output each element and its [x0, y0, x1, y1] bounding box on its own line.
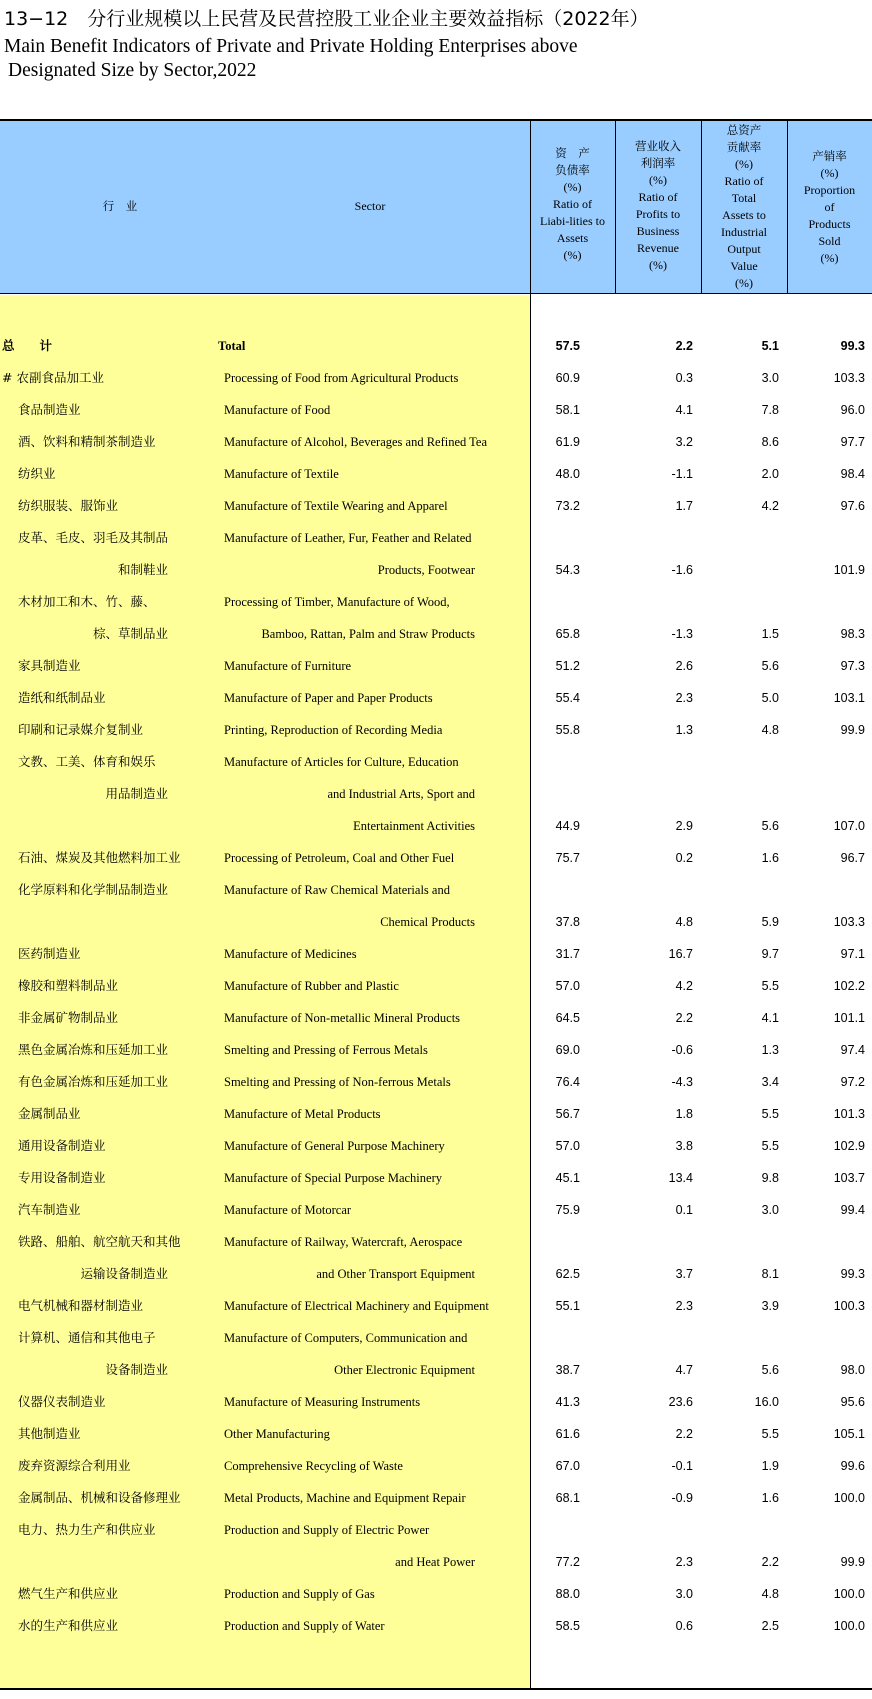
header-line: Assets — [556, 231, 589, 245]
industry-cn: 用品制造业 — [105, 786, 168, 801]
value-liabilities-ratio: 57.0 — [555, 979, 580, 993]
value-liabilities-ratio: 61.9 — [555, 435, 580, 449]
sector-en: Smelting and Pressing of Ferrous Metals — [224, 1043, 428, 1057]
value-assets-contribution: 1.5 — [761, 627, 779, 641]
value-assets-contribution: 5.1 — [761, 339, 779, 353]
header-line: Ratio of — [724, 174, 764, 188]
value-assets-contribution: 4.8 — [761, 1587, 779, 1601]
value-profit-ratio: 4.2 — [675, 979, 693, 993]
table-row — [0, 586, 872, 618]
value-profit-ratio: 4.1 — [675, 403, 693, 417]
value-liabilities-ratio: 67.0 — [555, 1459, 580, 1473]
sector-en: and Heat Power — [395, 1555, 475, 1569]
value-sales-ratio: 107.0 — [833, 819, 865, 833]
value-assets-contribution: 1.6 — [761, 1491, 779, 1505]
header-line: (%) — [735, 276, 753, 290]
table-row — [0, 714, 872, 746]
value-sales-ratio: 96.0 — [840, 403, 865, 417]
table-row — [0, 1098, 872, 1130]
value-sales-ratio: 97.6 — [840, 499, 865, 513]
header-industry-cn: 行 业 — [102, 199, 138, 213]
sector-en: Bamboo, Rattan, Palm and Straw Products — [261, 627, 475, 641]
value-sales-ratio: 99.4 — [840, 1203, 865, 1217]
sector-en: Manufacture of Alcohol, Beverages and Refined Tea — [224, 435, 488, 449]
sector-en: Comprehensive Recycling of Waste — [224, 1459, 403, 1473]
value-liabilities-ratio: 62.5 — [555, 1267, 580, 1281]
header-ratio-profits-revenue — [615, 138, 701, 274]
industry-cn: 燃气生产和供应业 — [18, 1586, 119, 1601]
value-profit-ratio: 4.8 — [675, 915, 693, 929]
value-assets-contribution: 4.1 — [761, 1011, 779, 1025]
value-assets-contribution: 5.6 — [761, 819, 779, 833]
industry-cn: 有色金属冶炼和压延加工业 — [18, 1074, 169, 1089]
value-profit-ratio: 2.2 — [675, 339, 693, 353]
value-sales-ratio: 103.3 — [833, 371, 865, 385]
value-sales-ratio: 97.1 — [840, 947, 865, 961]
header-line: Assets to — [722, 208, 766, 222]
industry-cn: 酒、饮料和精制茶制造业 — [18, 434, 156, 449]
table-title-cn: 13−12 分行业规模以上民营及民营控股工业企业主要效益指标（2022年） — [4, 8, 649, 30]
sector-en: Manufacture of Furniture — [224, 659, 352, 673]
value-assets-contribution: 5.6 — [761, 659, 779, 673]
value-sales-ratio: 102.9 — [833, 1139, 865, 1153]
value-profit-ratio: -0.1 — [671, 1459, 693, 1473]
industry-cn: # 农副食品加工业 — [2, 370, 104, 385]
sector-en: Manufacture of Measuring Instruments — [224, 1395, 421, 1409]
table-row — [0, 778, 872, 810]
table-row — [0, 522, 872, 554]
industry-cn: 石油、煤炭及其他燃料加工业 — [18, 850, 181, 865]
table-row — [0, 842, 872, 874]
header-line: of — [824, 200, 835, 214]
header-line: (%) — [563, 248, 582, 262]
value-profit-ratio: 0.1 — [675, 1203, 693, 1217]
sector-en: Metal Products, Machine and Equipment Repair — [224, 1491, 466, 1505]
sector-en: Products, Footwear — [377, 563, 475, 577]
value-assets-contribution: 3.0 — [761, 1203, 779, 1217]
value-sales-ratio: 99.3 — [840, 1267, 865, 1281]
value-profit-ratio: 23.6 — [668, 1395, 693, 1409]
value-sales-ratio: 101.1 — [833, 1011, 865, 1025]
table-row — [0, 1034, 872, 1066]
header-line: 贡献率 — [726, 140, 762, 154]
value-assets-contribution: 8.1 — [761, 1267, 779, 1281]
value-profit-ratio: 1.8 — [675, 1107, 693, 1121]
industry-cn: 文教、工美、体育和娱乐 — [18, 754, 156, 769]
value-profit-ratio: 1.7 — [675, 499, 693, 513]
value-liabilities-ratio: 54.3 — [555, 563, 580, 577]
industry-cn: 金属制品业 — [18, 1106, 81, 1121]
value-sales-ratio: 99.6 — [840, 1459, 865, 1473]
header-line: Proportion — [803, 183, 856, 197]
value-assets-contribution: 5.5 — [761, 1427, 779, 1441]
value-sales-ratio: 100.0 — [833, 1587, 865, 1601]
value-sales-ratio: 101.3 — [833, 1107, 865, 1121]
value-sales-ratio: 100.0 — [833, 1491, 865, 1505]
value-liabilities-ratio: 41.3 — [555, 1395, 580, 1409]
sector-en: Manufacture of Textile Wearing and Apparel — [224, 499, 448, 513]
sector-en: Manufacture of Computers, Communication and — [224, 1331, 468, 1345]
table-row — [0, 970, 872, 1002]
value-sales-ratio: 98.4 — [840, 467, 865, 481]
sector-en: Printing, Reproduction of Recording Media — [224, 723, 443, 737]
industry-cn: 设备制造业 — [105, 1362, 168, 1377]
table-row — [0, 1578, 872, 1610]
header-line: 总资产 — [726, 123, 762, 137]
industry-cn: 棕、草制品业 — [92, 626, 168, 641]
industry-cn: 专用设备制造业 — [18, 1170, 106, 1185]
value-profit-ratio: -1.1 — [671, 467, 693, 481]
value-liabilities-ratio: 61.6 — [555, 1427, 580, 1441]
industry-cn: 印刷和记录媒介复制业 — [18, 722, 144, 737]
header-line: 利润率 — [640, 156, 676, 170]
value-profit-ratio: 0.2 — [675, 851, 693, 865]
industry-cn: 非金属矿物制品业 — [18, 1010, 119, 1025]
table-row — [0, 1130, 872, 1162]
value-liabilities-ratio: 57.0 — [555, 1139, 580, 1153]
sector-en: Processing of Food from Agricultural Products — [224, 371, 459, 385]
sector-en: Processing of Petroleum, Coal and Other Fuel — [224, 851, 455, 865]
sector-en: Manufacture of Articles for Culture, Education — [224, 755, 459, 769]
value-sales-ratio: 97.7 — [840, 435, 865, 449]
value-liabilities-ratio: 77.2 — [555, 1555, 580, 1569]
value-sales-ratio: 96.7 — [840, 851, 865, 865]
value-liabilities-ratio: 75.9 — [555, 1203, 580, 1217]
sector-en: Other Manufacturing — [224, 1427, 330, 1441]
table-row — [0, 554, 872, 586]
value-liabilities-ratio: 69.0 — [555, 1043, 580, 1057]
sector-en: Manufacture of Raw Chemical Materials and — [224, 883, 450, 897]
header-line: Total — [731, 191, 757, 205]
value-profit-ratio: 13.4 — [668, 1171, 693, 1185]
value-assets-contribution: 1.9 — [761, 1459, 779, 1473]
table-row — [0, 1450, 872, 1482]
industry-cn: 食品制造业 — [18, 402, 81, 417]
header-line: Sold — [818, 234, 841, 248]
header-line: Ratio of — [553, 197, 592, 211]
industry-cn: 纺织业 — [18, 466, 56, 481]
value-liabilities-ratio: 56.7 — [555, 1107, 580, 1121]
sector-en: Manufacture of Metal Products — [224, 1107, 381, 1121]
industry-cn: 废弃资源综合利用业 — [18, 1458, 131, 1473]
value-profit-ratio: 2.2 — [675, 1011, 693, 1025]
value-sales-ratio: 99.9 — [840, 723, 865, 737]
value-sales-ratio: 103.7 — [833, 1171, 865, 1185]
value-profit-ratio: 2.9 — [675, 819, 693, 833]
value-assets-contribution: 1.3 — [761, 1043, 779, 1057]
value-profit-ratio: 3.0 — [675, 1587, 693, 1601]
industry-cn: 木材加工和木、竹、藤、 — [18, 594, 156, 609]
sector-en: Manufacture of Textile — [224, 467, 339, 481]
value-profit-ratio: 2.3 — [675, 1555, 693, 1569]
value-liabilities-ratio: 68.1 — [555, 1491, 580, 1505]
value-sales-ratio: 100.3 — [833, 1299, 865, 1313]
industry-cn: 家具制造业 — [18, 658, 81, 673]
value-profit-ratio: 2.3 — [675, 1299, 693, 1313]
value-sales-ratio: 97.3 — [840, 659, 865, 673]
value-sales-ratio: 100.0 — [833, 1619, 865, 1633]
value-profit-ratio: 3.8 — [675, 1139, 693, 1153]
table-row — [0, 426, 872, 458]
industry-cn: 水的生产和供应业 — [18, 1618, 119, 1633]
value-profit-ratio: 1.3 — [675, 723, 693, 737]
header-line: Value — [730, 259, 758, 273]
value-assets-contribution: 2.0 — [761, 467, 779, 481]
value-liabilities-ratio: 44.9 — [555, 819, 580, 833]
industry-cn: 通用设备制造业 — [18, 1138, 106, 1153]
value-liabilities-ratio: 58.1 — [555, 403, 580, 417]
table-title-en-line2: Designated Size by Sector,2022 — [8, 60, 257, 81]
industry-cn: 铁路、船舶、航空航天和其他 — [18, 1234, 181, 1249]
value-sales-ratio: 99.9 — [840, 1555, 865, 1569]
value-liabilities-ratio: 55.8 — [555, 723, 580, 737]
header-line: Industrial — [721, 225, 767, 239]
industry-cn: 黑色金属冶炼和压延加工业 — [18, 1042, 169, 1057]
value-assets-contribution: 3.9 — [761, 1299, 779, 1313]
table-row — [0, 1258, 872, 1290]
value-sales-ratio: 105.1 — [833, 1427, 865, 1441]
value-profit-ratio: -0.9 — [671, 1491, 693, 1505]
value-profit-ratio: 16.7 — [668, 947, 693, 961]
table-row — [0, 458, 872, 490]
header-line: (%) — [649, 258, 667, 272]
sector-en: Production and Supply of Water — [224, 1619, 385, 1633]
value-assets-contribution: 3.0 — [761, 371, 779, 385]
value-profit-ratio: 3.7 — [675, 1267, 693, 1281]
value-liabilities-ratio: 55.4 — [555, 691, 580, 705]
industry-cn: 计算机、通信和其他电子 — [18, 1330, 156, 1345]
industry-cn: 和制鞋业 — [117, 562, 168, 577]
value-sales-ratio: 98.3 — [840, 627, 865, 641]
value-sales-ratio: 101.9 — [833, 563, 865, 577]
table-row — [0, 394, 872, 426]
table-row — [0, 810, 872, 842]
value-liabilities-ratio: 51.2 — [555, 659, 580, 673]
value-sales-ratio: 97.2 — [840, 1075, 865, 1089]
header-line: (%) — [649, 173, 667, 187]
header-sector-en: Sector — [354, 199, 386, 213]
value-assets-contribution: 5.5 — [761, 979, 779, 993]
header-line: Products — [808, 217, 851, 231]
value-assets-contribution: 1.6 — [761, 851, 779, 865]
header-line: (%) — [735, 157, 753, 171]
table-row — [0, 874, 872, 906]
table-row — [0, 1322, 872, 1354]
industry-cn: 汽车制造业 — [18, 1202, 81, 1217]
value-assets-contribution: 5.5 — [761, 1107, 779, 1121]
header-line: 负债率 — [555, 163, 590, 177]
value-sales-ratio: 102.2 — [833, 979, 865, 993]
value-liabilities-ratio: 57.5 — [555, 339, 580, 353]
value-assets-contribution: 5.0 — [761, 691, 779, 705]
value-assets-contribution: 2.2 — [761, 1555, 779, 1569]
table-row — [0, 1418, 872, 1450]
table-row — [0, 1610, 872, 1642]
industry-cn: 化学原料和化学制品制造业 — [18, 882, 169, 897]
value-sales-ratio: 103.1 — [833, 691, 865, 705]
sector-en: Production and Supply of Gas — [224, 1587, 375, 1601]
industry-cn: 电气机械和器材制造业 — [18, 1298, 144, 1313]
table-row — [0, 1386, 872, 1418]
header-proportion-products-sold — [787, 148, 872, 267]
header-line: (%) — [820, 251, 839, 265]
value-profit-ratio: 3.2 — [675, 435, 693, 449]
header-line: 资 产 — [555, 146, 590, 160]
value-assets-contribution: 2.5 — [761, 1619, 779, 1633]
table-row — [0, 938, 872, 970]
sector-en: and Other Transport Equipment — [316, 1267, 475, 1281]
industry-cn: 橡胶和塑料制品业 — [18, 978, 119, 993]
bottom-rule — [0, 1688, 872, 1690]
sector-en: Manufacture of Rubber and Plastic — [224, 979, 399, 993]
value-liabilities-ratio: 31.7 — [555, 947, 580, 961]
industry-cn: 运输设备制造业 — [80, 1266, 168, 1281]
header-rule — [0, 293, 872, 294]
table-row — [0, 362, 872, 394]
header-ratio-liabilities-assets — [530, 145, 615, 264]
top-rule — [0, 119, 872, 121]
industry-cn: 医药制造业 — [18, 946, 81, 961]
value-profit-ratio: -1.6 — [671, 563, 693, 577]
value-liabilities-ratio: 58.5 — [555, 1619, 580, 1633]
table-row — [0, 650, 872, 682]
value-liabilities-ratio: 45.1 — [555, 1171, 580, 1185]
industry-cn: 纺织服装、服饰业 — [18, 498, 119, 513]
value-liabilities-ratio: 75.7 — [555, 851, 580, 865]
value-liabilities-ratio: 37.8 — [555, 915, 580, 929]
header-line: Revenue — [637, 241, 679, 255]
table-row — [0, 1514, 872, 1546]
sector-en: Manufacture of Motorcar — [224, 1203, 352, 1217]
table-row — [0, 1066, 872, 1098]
industry-cn: 电力、热力生产和供应业 — [18, 1522, 156, 1537]
sector-en: Processing of Timber, Manufacture of Wood, — [224, 595, 450, 609]
value-assets-contribution: 3.4 — [761, 1075, 779, 1089]
sector-en: Manufacture of Electrical Machinery and Equipment — [224, 1299, 489, 1313]
value-profit-ratio: 2.2 — [675, 1427, 693, 1441]
sector-en: Manufacture of Special Purpose Machinery — [224, 1171, 442, 1185]
value-liabilities-ratio: 60.9 — [555, 371, 580, 385]
value-assets-contribution: 5.5 — [761, 1139, 779, 1153]
industry-cn: 总 计 — [2, 338, 53, 353]
table-row — [0, 1354, 872, 1386]
header-line: Ratio of — [638, 190, 678, 204]
sector-en: Manufacture of Railway, Watercraft, Aerospace — [224, 1235, 463, 1249]
value-liabilities-ratio: 64.5 — [555, 1011, 580, 1025]
sector-en: Chemical Products — [380, 915, 475, 929]
table-row — [0, 1162, 872, 1194]
table-row — [0, 490, 872, 522]
header-ratio-assets-output — [701, 122, 787, 292]
table-row — [0, 1194, 872, 1226]
value-profit-ratio: -0.6 — [671, 1043, 693, 1057]
industry-cn: 造纸和纸制品业 — [18, 690, 106, 705]
value-sales-ratio: 95.6 — [840, 1395, 865, 1409]
value-liabilities-ratio: 38.7 — [555, 1363, 580, 1377]
value-liabilities-ratio: 88.0 — [555, 1587, 580, 1601]
table-row — [0, 1546, 872, 1578]
table-row — [0, 682, 872, 714]
sector-en: Manufacture of Food — [224, 403, 331, 417]
value-assets-contribution: 8.6 — [761, 435, 779, 449]
sector-en: Smelting and Pressing of Non-ferrous Metals — [224, 1075, 451, 1089]
table-row — [0, 1226, 872, 1258]
sector-en: Production and Supply of Electric Power — [224, 1523, 430, 1537]
table-title-en-line1: Main Benefit Indicators of Private and Private Holding Enterprises above — [4, 36, 578, 57]
table-row — [0, 618, 872, 650]
header-line: Profits to — [635, 207, 681, 221]
value-assets-contribution: 5.6 — [761, 1363, 779, 1377]
table-row — [0, 1002, 872, 1034]
value-liabilities-ratio: 48.0 — [555, 467, 580, 481]
sector-en: Other Electronic Equipment — [334, 1363, 475, 1377]
industry-cn: 仪器仪表制造业 — [18, 1394, 106, 1409]
value-profit-ratio: 2.6 — [675, 659, 693, 673]
value-profit-ratio: 4.7 — [675, 1363, 693, 1377]
sector-en: and Industrial Arts, Sport and — [327, 787, 475, 801]
value-profit-ratio: -4.3 — [671, 1075, 693, 1089]
header-line: 营业收入 — [635, 139, 681, 153]
value-assets-contribution: 4.2 — [761, 499, 779, 513]
industry-cn: 其他制造业 — [18, 1426, 81, 1441]
header-line: (%) — [563, 180, 582, 194]
sector-en: Manufacture of Non-metallic Mineral Products — [224, 1011, 461, 1025]
value-profit-ratio: 2.3 — [675, 691, 693, 705]
header-line: Business — [636, 224, 680, 238]
sector-en: Entertainment Activities — [353, 819, 475, 833]
value-profit-ratio: 0.6 — [675, 1619, 693, 1633]
value-sales-ratio: 99.3 — [840, 339, 865, 353]
value-liabilities-ratio: 65.8 — [555, 627, 580, 641]
value-liabilities-ratio: 76.4 — [555, 1075, 580, 1089]
value-assets-contribution: 7.8 — [761, 403, 779, 417]
table-row — [0, 1482, 872, 1514]
header-line: Output — [727, 242, 761, 256]
sector-en: Total — [218, 339, 246, 353]
table-row — [0, 1290, 872, 1322]
sector-en: Manufacture of Paper and Paper Products — [224, 691, 433, 705]
table-row — [0, 746, 872, 778]
value-sales-ratio: 98.0 — [840, 1363, 865, 1377]
value-profit-ratio: -1.3 — [671, 627, 693, 641]
table-row — [0, 906, 872, 938]
sector-en: Manufacture of Leather, Fur, Feather and Related — [224, 531, 472, 545]
value-assets-contribution: 4.8 — [761, 723, 779, 737]
value-liabilities-ratio: 55.1 — [555, 1299, 580, 1313]
header-line: (%) — [820, 166, 839, 180]
sector-en: Manufacture of Medicines — [224, 947, 357, 961]
sector-en: Manufacture of General Purpose Machinery — [224, 1139, 445, 1153]
value-liabilities-ratio: 73.2 — [555, 499, 580, 513]
table-row — [0, 330, 872, 362]
value-assets-contribution: 16.0 — [754, 1395, 779, 1409]
industry-cn: 皮革、毛皮、羽毛及其制品 — [18, 530, 169, 545]
value-sales-ratio: 97.4 — [840, 1043, 865, 1057]
value-assets-contribution: 9.8 — [761, 1171, 779, 1185]
value-sales-ratio: 103.3 — [833, 915, 865, 929]
header-line: 产销率 — [812, 149, 847, 163]
header-line: Liabi-lities to — [540, 214, 605, 228]
value-profit-ratio: 0.3 — [675, 371, 693, 385]
industry-cn: 金属制品、机械和设备修理业 — [18, 1490, 181, 1505]
value-assets-contribution: 9.7 — [761, 947, 779, 961]
value-assets-contribution: 5.9 — [761, 915, 779, 929]
